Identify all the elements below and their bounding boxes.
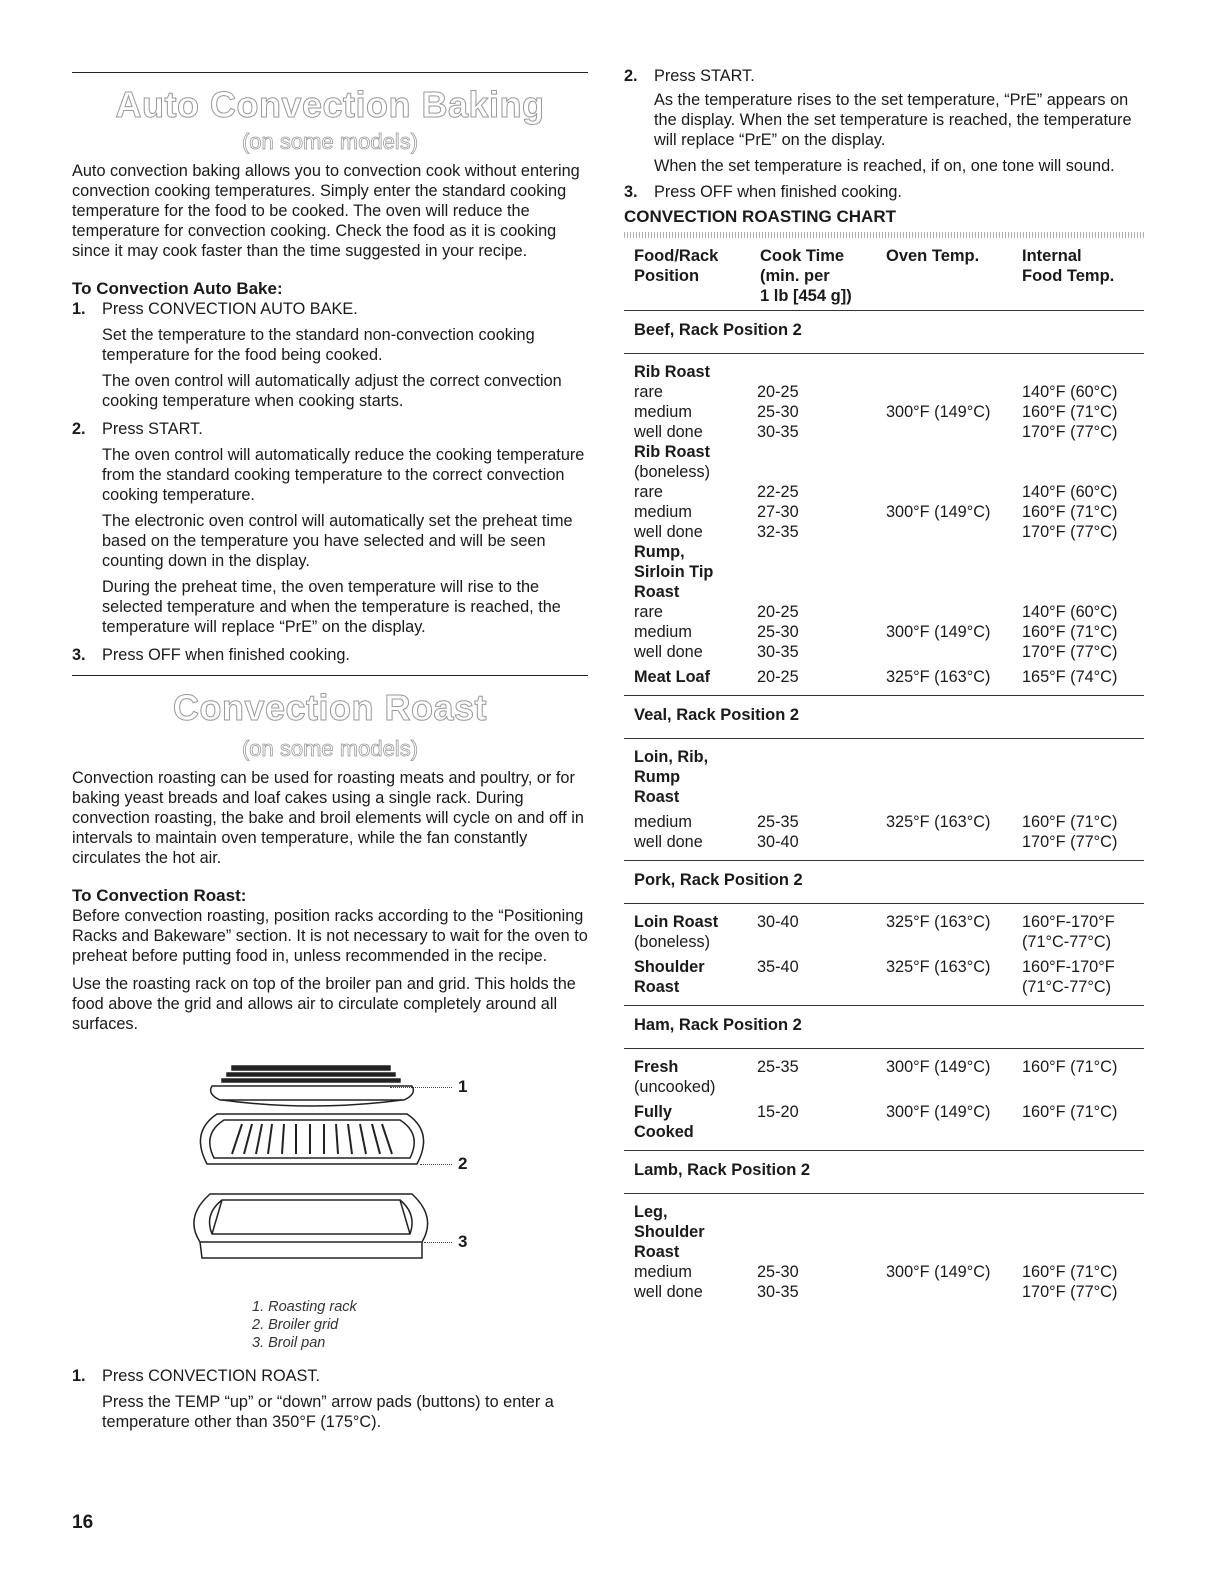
chart-row — [624, 787, 1144, 807]
chart-row — [624, 1102, 1144, 1122]
chart-group — [624, 904, 1144, 1005]
chart-row — [624, 1242, 1144, 1262]
cell-oven-temp: 325°F (163°C) — [886, 668, 991, 686]
chart-row — [624, 1057, 1144, 1077]
cell-cook-time: 25-30 — [757, 1263, 799, 1281]
chart-group — [624, 354, 1144, 695]
cell-oven-temp: 300°F (149°C) — [886, 1058, 991, 1076]
roast-step-3 — [624, 182, 1144, 202]
auto-bake-step-3 — [72, 645, 588, 665]
header-oven-temp — [886, 246, 979, 266]
chart-row — [624, 362, 1144, 382]
cell-food: medium — [634, 403, 692, 421]
step-number: 3. — [624, 183, 638, 201]
cell-cook-time: 25-30 — [757, 403, 799, 421]
caption-broiler-grid: 2. Broiler grid — [252, 1317, 339, 1333]
step-number: 3. — [72, 646, 86, 664]
cell-oven-temp: 325°F (163°C) — [886, 958, 991, 976]
cell-oven-temp: 300°F (149°C) — [886, 1103, 991, 1121]
roasting-pan-figure — [72, 1042, 588, 1302]
chart-row — [624, 667, 1144, 687]
chart-row — [624, 602, 1144, 622]
cell-cook-time: 30-35 — [757, 643, 799, 661]
cell-food: well done — [634, 423, 703, 441]
cell-food: (boneless) — [634, 933, 711, 951]
cell-food: medium — [634, 813, 692, 831]
figure-label-1: 1 — [458, 1077, 468, 1096]
header-cook-time — [760, 246, 852, 306]
page-number: 16 — [72, 1512, 94, 1533]
auto-bake-step-2 — [72, 419, 588, 637]
auto-convection-intro: Auto convection baking allows you to convection cook without entering convection cooking temperatures. Simply enter the standard cooking temperature for the food to be cooked. The oven will reduce the temperature for convection cooking. Check the food as it is cooking since it may cook faster than the time suggested in your recipe. — [72, 162, 580, 260]
step-detail: The oven control will automatically adjust the correct convection cooking temperature when cooking starts. — [102, 372, 562, 410]
chart-row — [624, 1077, 1144, 1097]
cell-internal-temp: 140°F (60°C) — [1022, 383, 1118, 401]
cell-food: well done — [634, 643, 703, 661]
header-internal-temp — [1022, 246, 1114, 286]
section-divider — [72, 72, 588, 73]
chart-row — [624, 462, 1144, 482]
roasting-chart-table — [624, 310, 1144, 1302]
figure-captions — [252, 1298, 588, 1352]
roast-step-2 — [624, 66, 1144, 176]
leader-line-1 — [390, 1087, 452, 1088]
roasting-rack-drawing — [211, 1066, 414, 1106]
cell-internal-temp: (71°C-77°C) — [1022, 978, 1112, 996]
auto-bake-step-1 — [72, 299, 588, 411]
chart-row — [624, 402, 1144, 422]
figure-label-3: 3 — [458, 1232, 468, 1251]
chart-row — [624, 562, 1144, 582]
cell-cook-time: 20-25 — [757, 603, 799, 621]
cell-internal-temp: 170°F (77°C) — [1022, 643, 1118, 661]
auto-bake-steps — [72, 299, 588, 665]
right-column — [624, 66, 1144, 1302]
positioning-paragraph: Before convection roasting, position racks according to the “Positioning Racks and Bakeware” section. It is not necessary to wait for the oven to preheat before putting food in, unless recommended in the recipe. — [72, 907, 588, 965]
convection-roast-intro: Convection roasting can be used for roasting meats and poultry, or for baking yeast breads and loaf cakes using a single rack. During convection roasting, the bake and broil elements will cycle on and off in intervals to maintain oven temperature, while the fan constantly circulates the hot air. — [72, 769, 584, 867]
cell-food: medium — [634, 623, 692, 641]
cell-food: Shoulder — [634, 1223, 705, 1241]
cell-food: well done — [634, 1283, 703, 1301]
cell-internal-temp: 170°F (77°C) — [1022, 423, 1118, 441]
cell-food: Roast — [634, 1243, 680, 1261]
cell-cook-time: 25-35 — [757, 1058, 799, 1076]
step-detail: The electronic oven control will automatically set the preheat time based on the temperature you have selected and will be seen counting down in the display. — [102, 512, 573, 570]
cell-internal-temp: 160°F-170°F — [1022, 958, 1115, 976]
chart-row — [624, 422, 1144, 442]
cell-oven-temp: 300°F (149°C) — [886, 623, 991, 641]
figure-label-2: 2 — [458, 1154, 468, 1173]
cell-cook-time: 30-40 — [757, 913, 799, 931]
chart-category-row: Ham, Rack Position 2 — [624, 1005, 1144, 1049]
chart-row — [624, 1202, 1144, 1222]
chart-group — [624, 1194, 1144, 1302]
cell-internal-temp: 170°F (77°C) — [1022, 1283, 1118, 1301]
cell-oven-temp: 300°F (149°C) — [886, 1263, 991, 1281]
chart-row — [624, 642, 1144, 662]
cell-cook-time: 30-35 — [757, 1283, 799, 1301]
roasting-pan-illustration — [72, 1042, 588, 1302]
cell-internal-temp: 160°F (71°C) — [1022, 1058, 1118, 1076]
cell-internal-temp: 165°F (74°C) — [1022, 668, 1118, 686]
cell-cook-time: 20-25 — [757, 668, 799, 686]
convection-roast-title: Convection Roast — [172, 687, 488, 728]
chart-row — [624, 1282, 1144, 1302]
header-line: (min. per — [760, 267, 830, 285]
auto-convection-title: Auto Convection Baking — [115, 84, 545, 125]
header-line: Food/Rack — [634, 247, 719, 265]
header-line: Internal — [1022, 247, 1082, 265]
cell-food: rare — [634, 603, 663, 621]
cell-internal-temp: 140°F (60°C) — [1022, 483, 1118, 501]
cell-oven-temp: 300°F (149°C) — [886, 503, 991, 521]
broil-pan-drawing — [194, 1194, 428, 1258]
cell-cook-time: 22-25 — [757, 483, 799, 501]
convection-roast-subtitle: (on some models) — [241, 736, 419, 761]
chart-row — [624, 502, 1144, 522]
cell-food: Rib Roast — [634, 443, 710, 461]
cell-oven-temp: 325°F (163°C) — [886, 813, 991, 831]
cell-food: Fresh — [634, 1058, 679, 1076]
chart-row — [624, 382, 1144, 402]
cell-internal-temp: 160°F (71°C) — [1022, 813, 1118, 831]
chart-title: CONVECTION ROASTING CHART — [624, 207, 896, 226]
cell-food: (uncooked) — [634, 1078, 716, 1096]
cell-food: well done — [634, 833, 703, 851]
step-number: 1. — [72, 1367, 86, 1385]
step-text: Press CONVECTION ROAST. — [102, 1367, 321, 1385]
step-detail: Set the temperature to the standard non-convection cooking temperature for the food being cooked. — [102, 326, 535, 364]
cell-cook-time: 30-40 — [757, 833, 799, 851]
cell-internal-temp: 160°F (71°C) — [1022, 403, 1118, 421]
step-detail: During the preheat time, the oven temperature will rise to the selected temperature and when the temperature is reached, the temperature will replace “PrE” on the display. — [102, 578, 561, 636]
cell-internal-temp: 170°F (77°C) — [1022, 523, 1118, 541]
cell-internal-temp: 160°F (71°C) — [1022, 623, 1118, 641]
cell-food: Roast — [634, 978, 680, 996]
convection-roast-heading: To Convection Roast: — [72, 886, 247, 905]
cell-food: medium — [634, 503, 692, 521]
chart-row — [624, 912, 1144, 932]
chart-row — [624, 932, 1144, 952]
cell-oven-temp: 300°F (149°C) — [886, 403, 991, 421]
chart-category-row: Veal, Rack Position 2 — [624, 695, 1144, 739]
cell-food: Roast — [634, 583, 680, 601]
auto-convection-subtitle: (on some models) — [241, 129, 419, 154]
chart-row — [624, 1222, 1144, 1242]
step-text: Press OFF when finished cooking. — [654, 183, 902, 201]
chart-category-row: Pork, Rack Position 2 — [624, 860, 1144, 904]
cell-food: Loin, Rib, — [634, 748, 709, 766]
step-text: Press OFF when finished cooking. — [102, 646, 350, 664]
chart-header — [624, 238, 1144, 310]
cell-food: Loin Roast — [634, 913, 719, 931]
cell-cook-time: 32-35 — [757, 523, 799, 541]
header-line: 1 lb [454 g]) — [760, 287, 852, 305]
chart-row — [624, 542, 1144, 562]
chart-row — [624, 812, 1144, 832]
step-detail: The oven control will automatically reduce the cooking temperature from the standard cooking temperature to the correct convection cooking temperature. — [102, 446, 585, 504]
header-line: Oven Temp. — [886, 247, 980, 265]
step-number: 1. — [72, 300, 86, 318]
step-text: Press START. — [654, 67, 755, 85]
cell-food: Leg, — [634, 1203, 668, 1221]
caption-roasting-rack: 1. Roasting rack — [252, 1299, 357, 1315]
header-food-rack — [634, 246, 718, 286]
cell-oven-temp: 325°F (163°C) — [886, 913, 991, 931]
header-line: Cook Time — [760, 247, 845, 265]
roast-step-1 — [72, 1366, 588, 1432]
chart-row — [624, 1122, 1144, 1142]
chart-row — [624, 522, 1144, 542]
cell-internal-temp: 160°F (71°C) — [1022, 1263, 1118, 1281]
cell-food: Rump — [634, 768, 681, 786]
cell-internal-temp: 140°F (60°C) — [1022, 603, 1118, 621]
cell-food: Rib Roast — [634, 363, 710, 381]
step-text: Press CONVECTION AUTO BAKE. — [102, 300, 358, 318]
cell-food: Rump, — [634, 543, 685, 561]
cell-food: medium — [634, 1263, 692, 1281]
cell-cook-time: 15-20 — [757, 1103, 799, 1121]
cell-internal-temp: (71°C-77°C) — [1022, 933, 1112, 951]
cell-cook-time: 35-40 — [757, 958, 799, 976]
cell-food: Fully — [634, 1103, 672, 1121]
cell-cook-time: 30-35 — [757, 423, 799, 441]
cell-food: (boneless) — [634, 463, 711, 481]
cell-internal-temp: 170°F (77°C) — [1022, 833, 1118, 851]
cell-food: rare — [634, 383, 663, 401]
cell-cook-time: 20-25 — [757, 383, 799, 401]
cell-cook-time: 25-30 — [757, 623, 799, 641]
cell-internal-temp: 160°F (71°C) — [1022, 503, 1118, 521]
step-detail: Press the TEMP “up” or “down” arrow pads (buttons) to enter a temperature other than 350°F (175°C). — [102, 1393, 554, 1431]
step-text: Press START. — [102, 420, 203, 438]
cell-internal-temp: 160°F (71°C) — [1022, 1103, 1118, 1121]
chart-row — [624, 582, 1144, 602]
chart-group — [624, 739, 1144, 860]
chart-row — [624, 767, 1144, 787]
leader-line-2 — [420, 1164, 452, 1165]
chart-row — [624, 622, 1144, 642]
cell-food: Cooked — [634, 1123, 694, 1141]
chart-row — [624, 977, 1144, 997]
chart-row — [624, 832, 1144, 852]
cell-food: Meat Loaf — [634, 668, 710, 686]
auto-bake-heading: To Convection Auto Bake: — [72, 279, 283, 298]
step-number: 2. — [624, 67, 638, 85]
chart-row — [624, 482, 1144, 502]
roasting-rack-paragraph: Use the roasting rack on top of the broiler pan and grid. This holds the food above the grid and allows air to circulate completely around all surfaces. — [72, 975, 576, 1033]
cell-cook-time: 25-35 — [757, 813, 799, 831]
chart-group — [624, 1049, 1144, 1150]
cell-cook-time: 27-30 — [757, 503, 799, 521]
leader-line-3 — [424, 1242, 452, 1243]
broiler-grid-drawing — [200, 1114, 423, 1164]
header-line: Food Temp. — [1022, 267, 1115, 285]
caption-broil-pan: 3. Broil pan — [252, 1335, 326, 1351]
chart-row — [624, 957, 1144, 977]
cell-food: Roast — [634, 788, 680, 806]
cell-food: Sirloin Tip — [634, 563, 714, 581]
section-divider — [72, 675, 588, 676]
chart-category-row: Beef, Rack Position 2 — [624, 310, 1144, 354]
cell-food: Shoulder — [634, 958, 705, 976]
step-number: 2. — [72, 420, 86, 438]
chart-row — [624, 442, 1144, 462]
chart-row — [624, 1262, 1144, 1282]
cell-internal-temp: 160°F-170°F — [1022, 913, 1115, 931]
step-detail: When the set temperature is reached, if on, one tone will sound. — [654, 157, 1115, 175]
left-column — [72, 72, 588, 1432]
cell-food: rare — [634, 483, 663, 501]
cell-food: well done — [634, 523, 703, 541]
chart-category-row: Lamb, Rack Position 2 — [624, 1150, 1144, 1194]
step-detail: As the temperature rises to the set temperature, “PrE” appears on the display. When the set temperature is reached, the temperature will replace “PrE” on the display. — [654, 91, 1132, 149]
chart-row — [624, 747, 1144, 767]
header-line: Position — [634, 267, 700, 285]
